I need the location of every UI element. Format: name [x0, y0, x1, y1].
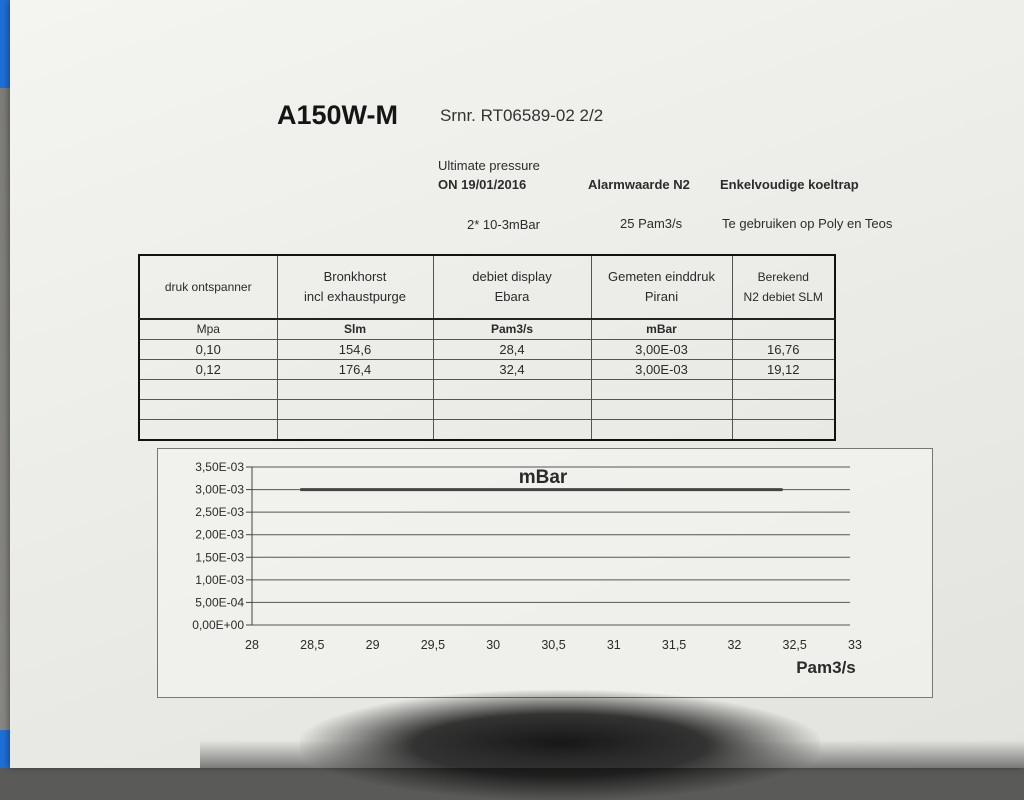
model-title: A150W-M [277, 100, 398, 130]
unit-cell: Pam3/s [433, 319, 591, 340]
x-axis-label: Pam3/s [796, 658, 856, 677]
x-tick-label: 31 [606, 638, 621, 652]
header-berekend: Berekend N2 debiet SLM [732, 255, 835, 319]
serial-number: Srnr. RT06589-02 2/2 [440, 106, 604, 125]
pressure-value: 2* 10-3mBar [467, 217, 540, 232]
y-tick-label: 5,00E-04 [195, 595, 244, 610]
unit-cell: Mpa [139, 319, 277, 340]
y-tick-label: 2,50E-03 [195, 505, 244, 520]
y-tick-label: 3,00E-03 [195, 482, 244, 497]
y-tick-label: 2,00E-03 [195, 527, 244, 542]
header-debiet-display: debiet display Ebara [433, 255, 591, 319]
x-tick-label: 33 [848, 638, 862, 652]
test-date: ON 19/01/2016 [438, 177, 527, 192]
table-cell: 3,00E-03 [591, 340, 732, 360]
y-tick-label: 1,50E-03 [195, 550, 244, 565]
table-cell: 0,12 [139, 360, 277, 380]
unit-cell: Slm [277, 319, 433, 340]
table-cell: 32,4 [433, 360, 591, 380]
header-bronkhorst: Bronkhorst incl exhaustpurge [277, 255, 433, 319]
y-tick-label: 1,00E-03 [195, 572, 244, 587]
trap-label: Enkelvoudige koeltrap [720, 177, 859, 192]
x-tick-label: 31,5 [661, 638, 687, 652]
x-tick-label: 28 [245, 638, 259, 652]
x-tick-label: 32,5 [782, 638, 807, 652]
x-tick-label: 28,5 [300, 638, 325, 652]
table-cell: 3,00E-03 [591, 360, 732, 380]
chart-title: mBar [518, 467, 568, 488]
alarm-value: 25 Pam3/s [620, 216, 683, 231]
header-druk-ontspanner: druk ontspanner [139, 255, 277, 319]
header-gemeten-einddruk: Gemeten einddruk Pirani [591, 255, 732, 319]
table-cell: 0,10 [139, 340, 277, 360]
x-tick-label: 30,5 [541, 638, 566, 652]
x-tick-label: 29,5 [420, 638, 446, 652]
y-tick-label: 3,50E-03 [195, 460, 244, 474]
table-cell: 154,6 [277, 340, 433, 360]
x-tick-label: 32 [727, 638, 742, 652]
table-cell: 16,76 [732, 340, 835, 360]
table-cell: 176,4 [277, 360, 433, 380]
unit-cell: mBar [591, 319, 732, 340]
table-cell: 19,12 [732, 360, 835, 380]
x-tick-label: 29 [365, 638, 380, 652]
usage-note: Te gebruiken op Poly en Teos [722, 216, 893, 231]
alarm-label: Alarmwaarde N2 [588, 177, 690, 192]
camera-shadow-edge [200, 740, 1024, 768]
table-cell: 28,4 [433, 340, 591, 360]
y-tick-label: 0,00E+00 [192, 618, 244, 632]
ultimate-pressure-label: Ultimate pressure [438, 158, 540, 173]
x-tick-label: 30 [486, 638, 501, 652]
